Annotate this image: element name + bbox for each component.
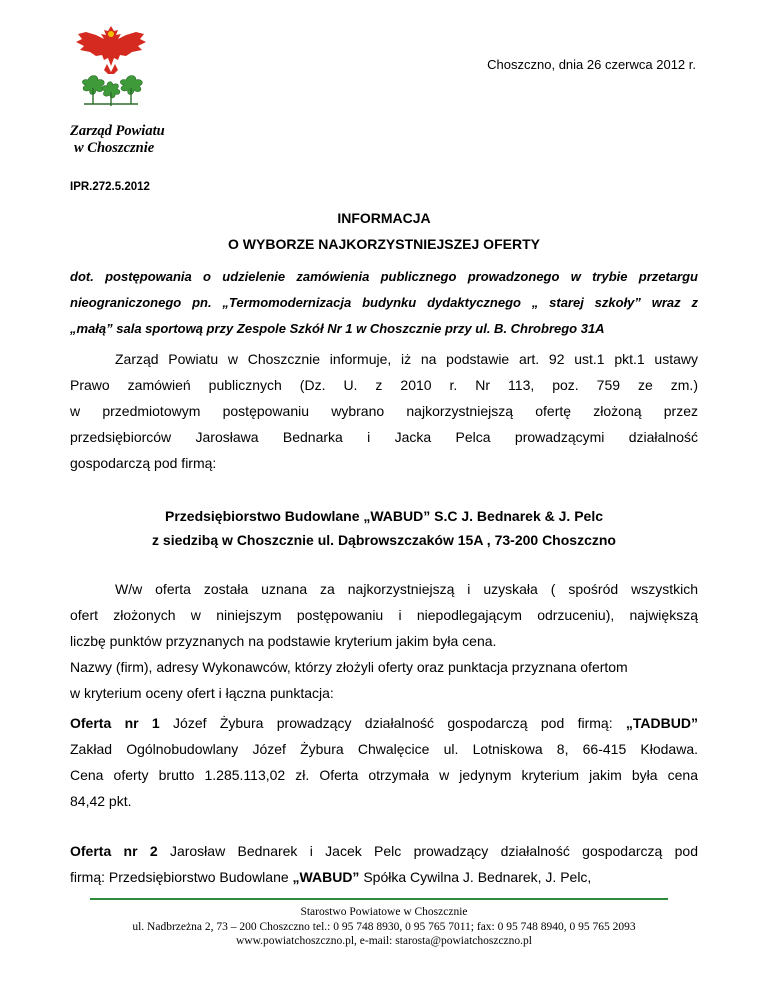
offer-2-text: Jarosław Bednarek i Jacek Pelc prowadzący działalność gospodarczą pod xyxy=(157,843,698,859)
offer-2-pre: firmą: Przedsiębiorstwo Budowlane xyxy=(70,869,293,885)
reference-number: IPR.272.5.2012 xyxy=(70,181,150,193)
offer-1-line xyxy=(70,710,698,736)
offer-1-text: Józef Żybura prowadzący działalność gospodarczą pod firmą: xyxy=(159,715,626,731)
offer-1-firm: „TADBUD” xyxy=(625,715,698,731)
footer xyxy=(0,905,768,949)
footer-contact: ul. Nadbrzeżna 2, 73 – 200 Choszczno tel.: 0 95 748 8930, 0 95 765 7011; fax: 0 95 748 8940, 0 95 765 2093 xyxy=(132,920,636,933)
intro-line: Zarząd Powiatu w Choszcznie informuje, iż na podstawie art. 92 ust.1 pkt.1 ustawy xyxy=(115,351,698,367)
offer-2-label: Oferta nr 2 xyxy=(70,843,158,859)
footer-divider xyxy=(90,898,668,900)
subject-line: „małą” sala sportową przy Zespole Szkół Nr 1 w Choszcznie przy ul. B. Chrobrego 31A xyxy=(70,321,605,336)
offer-2-line xyxy=(70,864,698,890)
document-date: Choszczno, dnia 26 czerwca 2012 r. xyxy=(487,57,696,72)
justification-line: w kryterium oceny ofert i łączna punktacja: xyxy=(70,685,334,701)
winner-address: z siedzibą w Choszcznie ul. Dąbrowszczaków 15A , 73-200 Choszczno xyxy=(152,532,616,548)
offer-1-line: 84,42 pkt. xyxy=(70,793,132,809)
coat-of-arms-logo xyxy=(74,22,148,108)
offer-1 xyxy=(70,710,698,814)
document-subtitle: O WYBORZE NAJKORZYSTNIEJSZEJ OFERTY xyxy=(228,236,540,252)
issuer-line-1: Zarząd Powiatu xyxy=(70,123,165,139)
subject-paragraph xyxy=(70,264,698,342)
subject-line: dot. postępowania o udzielenie zamówienia publicznego prowadzonego w trybie przetargu xyxy=(70,269,698,284)
offer-2-post: Spółka Cywilna J. Bednarek, J. Pelc, xyxy=(359,869,592,885)
justification-line: liczbę punktów przyznanych na podstawie kryterium jakim była cena. xyxy=(70,633,497,649)
justification-line: W/w oferta została uznana za najkorzystniejszą i uzyskała ( spośród wszystkich xyxy=(115,581,698,597)
offer-1-line: Cena oferty brutto 1.285.113,02 zł. Oferta otrzymała w jedynym kryterium jakim była cena xyxy=(70,767,698,783)
issuer-name xyxy=(70,123,165,157)
intro-line: Prawo zamówień publicznych (Dz. U. z 2010 r. Nr 113, poz. 759 ze zm.) xyxy=(70,377,698,393)
justification-line: Nazwy (firm), adresy Wykonawców, którzy złożyli oferty oraz punktacja przyznana ofertom xyxy=(70,659,628,675)
justification-line: ofert złożonych w niniejszym postępowaniu i niepodlegającym odrzuceniu), największą xyxy=(70,607,698,623)
offer-2 xyxy=(70,838,698,890)
subject-line: nieograniczonego pn. „Termomodernizacja budynku dydaktycznego „ starej szkoły” wraz z xyxy=(70,295,698,310)
intro-line: gospodarczą pod firmą: xyxy=(70,455,217,471)
document-title: INFORMACJA xyxy=(337,210,431,226)
intro-line: przedsiębiorców Jarosława Bednarka i Jacka Pelca prowadzącymi działalność xyxy=(70,429,698,445)
intro-paragraph xyxy=(70,346,698,476)
offer-2-line xyxy=(70,838,698,864)
offer-2-firm: „WABUD” xyxy=(292,869,360,885)
footer-web: www.powiatchoszczno.pl, e-mail: starosta@powiatchoszczno.pl xyxy=(236,935,532,947)
justification-paragraph xyxy=(70,576,698,706)
offer-1-label: Oferta nr 1 xyxy=(70,715,160,731)
footer-office: Starostwo Powiatowe w Choszcznie xyxy=(300,906,468,918)
offer-1-line: Zakład Ogólnobudowlany Józef Żybura Chwalęcice ul. Lotniskowa 8, 66-415 Kłodawa. xyxy=(70,741,698,757)
winner-name: Przedsiębiorstwo Budowlane „WABUD” S.C J. Bednarek & J. Pelc xyxy=(165,508,603,524)
intro-line: w przedmiotowym postępowaniu wybrano najkorzystniejszą ofertę złożoną przez xyxy=(70,403,698,419)
issuer-line-2: w Choszcznie xyxy=(74,140,155,156)
